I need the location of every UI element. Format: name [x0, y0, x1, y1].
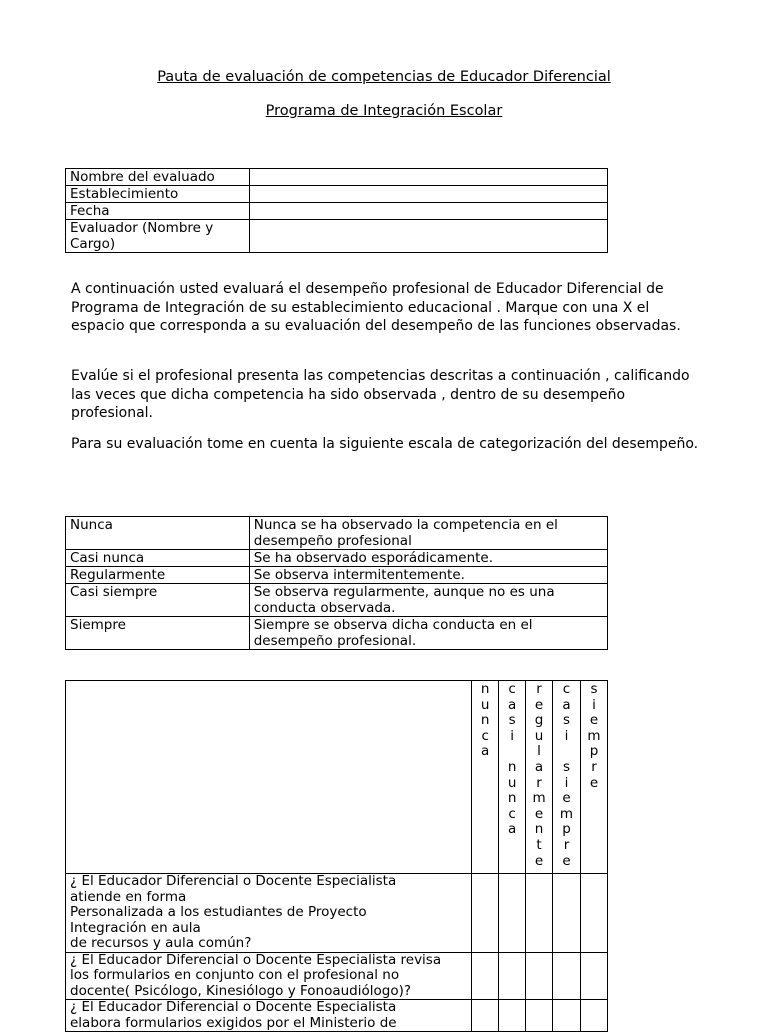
info-value[interactable]	[249, 203, 607, 220]
header-letter: u	[480, 696, 490, 713]
header-letter: p	[589, 743, 599, 760]
header-letter: s	[562, 758, 571, 775]
header-letter: e	[589, 712, 599, 729]
scale-term: Casi nunca	[66, 550, 250, 567]
document-subtitle: Programa de Integración Escolar	[265, 103, 503, 119]
scale-row	[66, 567, 608, 584]
rating-cell-siempre[interactable]	[580, 874, 607, 953]
info-value[interactable]	[249, 186, 607, 203]
rating-cell-siempre[interactable]	[580, 952, 607, 1000]
evaluation-row	[66, 952, 608, 1000]
header-letter: a	[534, 758, 544, 775]
scale-row	[66, 517, 608, 550]
header-letter: s	[508, 712, 516, 729]
info-row-establishment	[66, 186, 608, 203]
info-label: Fecha	[66, 203, 250, 220]
header-letter: r	[536, 774, 542, 791]
header-letter: s	[590, 681, 598, 697]
scale-term: Nunca	[66, 517, 250, 550]
header-letter: i	[564, 774, 569, 791]
header-letter: a	[562, 696, 571, 713]
info-row-name	[66, 169, 608, 186]
rating-cell-casi-siempre[interactable]	[553, 1000, 581, 1032]
header-letter: n	[480, 681, 490, 697]
info-label: Evaluador (Nombre y Cargo)	[66, 220, 250, 253]
header-letter: i	[510, 727, 514, 744]
evaluation-header-row	[66, 681, 608, 874]
scale-row	[66, 617, 608, 650]
scale-description: Nunca se ha observado la competencia en el desempeño profesional	[249, 517, 607, 550]
header-letter: e	[589, 774, 599, 791]
header-letter: e	[534, 696, 544, 713]
question-text: ¿ El Educador Diferencial o Docente Especialista atiende en forma Personalizada a los estudiantes de Proyecto Integración en aula de recursos y aula común?	[66, 874, 472, 953]
scale-term: Casi siempre	[66, 584, 250, 617]
instructions-paragraph-2: Evalúe si el profesional presenta las competencias descritas a continuación , calificando las veces que dicha competencia ha sido observada , dentro de su desempeño profesional.	[71, 368, 690, 421]
scale-term: Siempre	[66, 617, 250, 650]
scale-description: Se observa intermitentemente.	[249, 567, 607, 584]
info-row-evaluator	[66, 220, 608, 253]
info-row-date	[66, 203, 608, 220]
document-title: Pauta de evaluación de competencias de Educador Diferencial	[157, 69, 611, 85]
rating-cell-regularmente[interactable]	[526, 874, 553, 953]
header-letter: u	[507, 774, 517, 791]
header-letter	[564, 744, 568, 760]
scale-row	[66, 584, 608, 617]
scale-row	[66, 550, 608, 567]
header-casi-nunca	[499, 681, 526, 874]
rating-cell-regularmente[interactable]	[526, 1000, 553, 1032]
header-letter: n	[534, 821, 544, 838]
rating-cell-casi-siempre[interactable]	[553, 874, 581, 953]
header-letter: r	[536, 681, 542, 697]
header-letter: a	[507, 821, 517, 838]
header-letter: u	[534, 727, 544, 744]
header-letter: i	[564, 727, 569, 744]
info-value[interactable]	[249, 169, 607, 186]
header-letter: e	[534, 852, 544, 869]
header-letter: c	[508, 681, 516, 697]
header-letter: i	[592, 696, 596, 713]
header-letter: m	[559, 805, 574, 822]
criteria-header	[66, 681, 472, 874]
header-letter: c	[481, 727, 489, 744]
question-text: ¿ El Educador Diferencial o Docente Especialista revisa los formularios en conjunto con el profesional no docente( Psicólogo, Kinesiólogo y Fonoaudiólogo)?	[66, 952, 472, 1000]
info-value[interactable]	[249, 220, 607, 253]
question-text: ¿ El Educador Diferencial o Docente Especialista elabora formularios exigidos por el Ministerio de	[66, 1000, 472, 1032]
header-letter: a	[481, 743, 490, 760]
evaluation-row	[66, 1000, 608, 1032]
rating-cell-nunca[interactable]	[472, 1000, 499, 1032]
header-letter: s	[562, 712, 571, 729]
rating-cell-nunca[interactable]	[472, 952, 499, 1000]
header-letter: t	[536, 836, 542, 853]
scale-description: Se observa regularmente, aunque no es una conducta observada.	[249, 584, 607, 617]
info-table	[65, 168, 608, 253]
instructions-paragraph-1: A continuación usted evaluará el desempeño profesional de Educador Diferencial de Programa de Integración de su establecimiento educacional . Marque con una X el espacio que corresponda a su evaluación del desempeño de las funciones observadas.	[71, 281, 681, 334]
rating-cell-nunca[interactable]	[472, 874, 499, 953]
header-letter: e	[562, 790, 571, 807]
rating-cell-casi-siempre[interactable]	[553, 952, 581, 1000]
header-letter: e	[534, 805, 544, 822]
header-letter: m	[532, 790, 546, 807]
header-casi-siempre	[553, 681, 581, 874]
header-letter	[510, 744, 514, 760]
rating-cell-casi-nunca[interactable]	[499, 1000, 526, 1032]
info-label: Nombre del evaluado	[66, 169, 250, 186]
scale-description: Siempre se observa dicha conducta en el desempeño profesional.	[249, 617, 607, 650]
header-letter: n	[507, 758, 517, 775]
header-letter: a	[507, 696, 517, 713]
header-letter: e	[562, 852, 571, 869]
header-letter: p	[562, 821, 571, 838]
header-letter: l	[537, 743, 541, 760]
evaluation-table	[65, 680, 608, 1032]
header-letter: g	[534, 712, 544, 729]
header-letter: c	[508, 805, 516, 822]
scale-table	[65, 516, 608, 650]
header-letter: r	[591, 758, 597, 775]
header-regularmente	[526, 681, 553, 874]
rating-cell-casi-nunca[interactable]	[499, 874, 526, 953]
scale-term: Regularmente	[66, 567, 250, 584]
instructions-paragraph-3: Para su evaluación tome en cuenta la siguiente escala de categorización del desempeño.	[71, 436, 699, 452]
info-label: Establecimiento	[66, 186, 250, 203]
header-letter: c	[562, 681, 571, 697]
rating-cell-casi-nunca[interactable]	[499, 952, 526, 1000]
rating-cell-siempre[interactable]	[580, 1000, 607, 1032]
scale-description: Se ha observado esporádicamente.	[249, 550, 607, 567]
header-letter: r	[563, 836, 570, 853]
header-letter: n	[507, 790, 517, 807]
header-letter: n	[480, 712, 490, 729]
header-letter: m	[587, 727, 601, 744]
header-nunca	[472, 681, 499, 874]
rating-cell-regularmente[interactable]	[526, 952, 553, 1000]
header-siempre	[580, 681, 607, 874]
evaluation-row	[66, 874, 608, 953]
